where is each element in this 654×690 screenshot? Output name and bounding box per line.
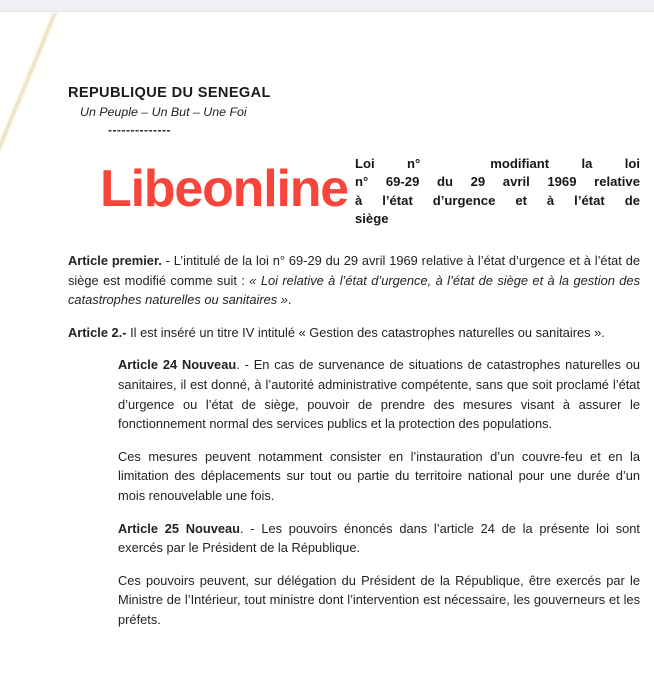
law-title — [355, 155, 640, 229]
article-text: Il est inséré un titre IV intitulé « Gestion des catastrophes naturelles ou sanitaires ». — [130, 324, 605, 340]
law-title-line-4: siège — [355, 211, 389, 227]
article-label: Article 2.- — [68, 324, 127, 340]
article-text: Ces pouvoirs peuvent, sur délégation du Président de la République, être exercés par le Ministre de l’Intérieur, tout ministre dont l’intervention est nécessaire, les gouverneurs et les préfets. — [118, 572, 640, 627]
article-text: En cas de survenance de situations de catastrophes naturelles ou sanitaires, il est donné, à l’autorité administrative compétente, sans que soit proclamé l’état d’urgence ou l’état de siège, pouvoir de prendre des mesures visant à assurer le fonctionnement normal des services publics et la protection des populations. — [118, 357, 640, 432]
document-body — [0, 251, 654, 639]
scan-streak-artifact — [0, 13, 60, 161]
law-title-line-1 — [355, 155, 640, 173]
article-label: Article 25 Nouveau — [118, 520, 240, 536]
article-label: Article premier. — [68, 253, 162, 268]
paragraph-article-24-nouveau — [118, 355, 640, 433]
article-separator: - — [161, 253, 174, 268]
law-title-prefix: Loi n° — [355, 156, 421, 171]
document-page — [0, 13, 654, 690]
article-quote: « Loi relative à l’état d’urgence, à l’état de siège et à la gestion des catastrophes naturelles ou sanitaires » — [68, 272, 640, 308]
paragraph-article-25-alinea-2 — [118, 571, 640, 630]
country-name: REPUBLIQUE DU SENEGAL — [68, 85, 271, 101]
law-title-suffix: modifiant la loi — [490, 156, 640, 171]
paragraph-article-premier — [68, 251, 640, 310]
paragraph-article-25-nouveau — [118, 519, 640, 558]
paragraph-article-24-alinea-2 — [118, 447, 640, 506]
paragraph-article-2 — [68, 323, 640, 343]
title-row — [0, 155, 654, 241]
law-title-line-2: n° 69-29 du 29 avril 1969 relative — [355, 174, 640, 190]
masthead-divider: -------------- — [108, 123, 171, 137]
article-text: Les pouvoirs énoncés dans l’article 24 de la présente loi sont exercés par le Président de la République. — [118, 520, 641, 556]
article-separator: . - — [239, 520, 262, 536]
article-text: Ces mesures peuvent notamment consister en l’instauration d’un couvre-feu et en la limitation des déplacements sur tout ou partie du territoire national pour une durée d’un mois renouvelable une fois. — [118, 448, 640, 503]
article-separator: . - — [236, 357, 254, 373]
masthead — [68, 85, 271, 137]
national-motto: Un Peuple – Un But – Une Foi — [80, 105, 247, 119]
article-text: L’intitulé de la loi n° 69-29 du 29 avril 1969 relative à l’état d’urgence et à l’état de siège est modifié comme suit : — [68, 253, 640, 288]
law-title-line-3: à l’état d’urgence et à l’état de — [355, 192, 640, 208]
article-text-tail: . — [287, 292, 292, 308]
viewer-top-bar — [0, 0, 654, 12]
libeonline-watermark: Libeonline — [100, 160, 349, 218]
article-label: Article 24 Nouveau — [118, 357, 237, 373]
